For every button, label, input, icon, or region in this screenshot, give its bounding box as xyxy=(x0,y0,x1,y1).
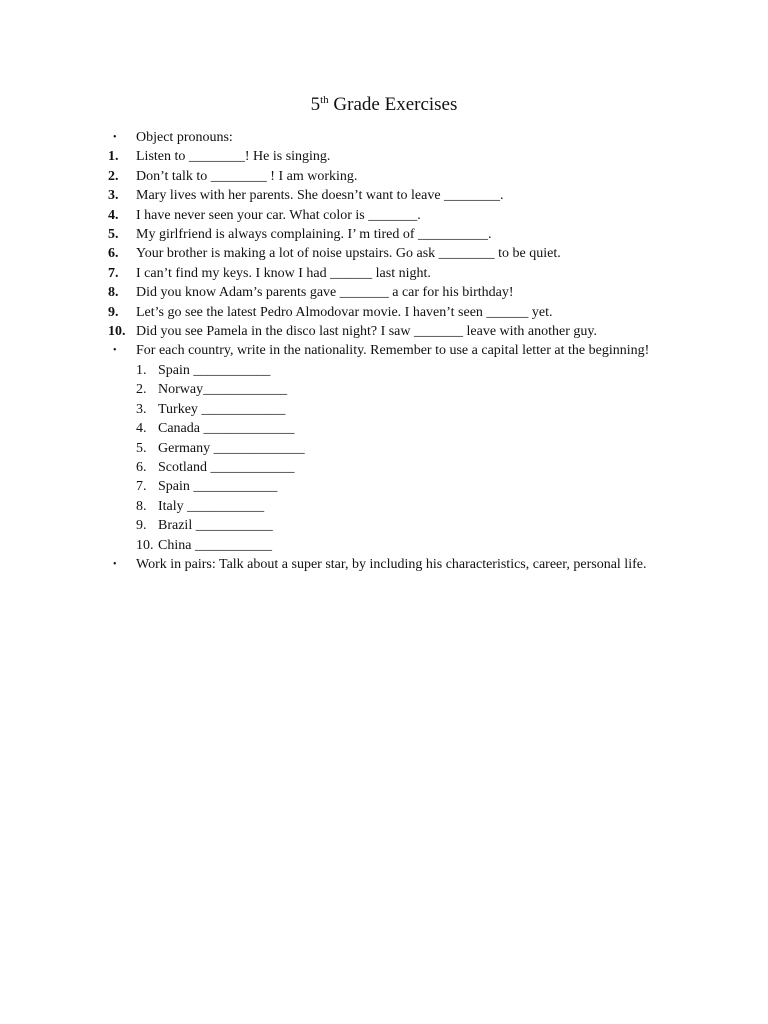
list-item xyxy=(108,283,668,302)
section-heading: Work in pairs: Talk about a super star, by including his characteristics, career, personal life. xyxy=(136,556,647,572)
item-text: Did you see Pamela in the disco last night? I saw _______ leave with another guy. xyxy=(136,324,597,340)
item-text: Let’s go see the latest Pedro Almodovar movie. I haven’t seen ______ yet. xyxy=(136,304,553,320)
item-number: 2. xyxy=(108,168,119,184)
section-nationality-heading xyxy=(108,341,668,360)
item-text: Germany _____________ xyxy=(158,440,305,456)
item-number: 3. xyxy=(108,188,119,204)
list-item xyxy=(136,400,668,419)
section-work-in-pairs xyxy=(108,555,668,574)
bullet-icon: • xyxy=(113,132,117,143)
item-number: 10. xyxy=(136,537,154,553)
item-text: Listen to ________! He is singing. xyxy=(136,149,331,165)
item-number: 8. xyxy=(108,285,119,301)
list-item xyxy=(108,303,668,322)
list-item xyxy=(108,206,668,225)
item-text: Canada _____________ xyxy=(158,421,295,437)
item-text: Your brother is making a lot of noise upstairs. Go ask ________ to be quiet. xyxy=(136,246,561,262)
item-number: 4. xyxy=(108,207,119,223)
bullet-icon: • xyxy=(113,345,117,357)
item-text: Spain ___________ xyxy=(158,362,271,378)
item-text: I have never seen your car. What color is _______. xyxy=(136,207,421,223)
item-number: 3. xyxy=(136,401,147,417)
item-number: 9. xyxy=(108,304,119,320)
title-prefix: 5 xyxy=(310,94,321,115)
item-number: 7. xyxy=(136,479,147,495)
list-item xyxy=(136,458,668,477)
list-item xyxy=(108,244,668,263)
item-number: 6. xyxy=(108,246,119,262)
item-text: Did you know Adam’s parents gave _______ a car for his birthday! xyxy=(136,285,514,301)
item-number: 5. xyxy=(108,227,119,243)
section-heading: Object pronouns: xyxy=(136,130,233,145)
list-item xyxy=(108,147,668,166)
bullet-icon: • xyxy=(113,558,117,570)
item-number: 4. xyxy=(136,421,147,437)
list-item xyxy=(136,516,668,535)
item-text: China ___________ xyxy=(158,537,272,553)
nationality-list xyxy=(108,361,668,555)
list-item xyxy=(136,536,668,555)
item-number: 5. xyxy=(136,440,147,456)
exercise-content xyxy=(108,128,668,574)
item-text: Mary lives with her parents. She doesn’t want to leave ________. xyxy=(136,188,504,204)
list-item xyxy=(108,167,668,186)
item-number: 9. xyxy=(136,518,147,534)
item-text: I can’t find my keys. I know I had ______ last night. xyxy=(136,265,431,281)
title-text: Grade Exercises xyxy=(328,94,458,115)
item-number: 10. xyxy=(108,324,126,340)
item-number: 1. xyxy=(136,362,147,378)
list-item xyxy=(136,477,668,496)
list-item xyxy=(136,497,668,516)
section-heading: For each country, write in the nationality. Remember to use a capital letter at the beginning! xyxy=(136,343,650,359)
item-text: Brazil ___________ xyxy=(158,518,273,534)
item-number: 8. xyxy=(136,498,147,514)
item-text: Italy ___________ xyxy=(158,498,265,514)
page-title xyxy=(0,93,768,117)
list-item xyxy=(136,361,668,380)
item-text: Turkey ____________ xyxy=(158,401,286,417)
item-number: 6. xyxy=(136,459,147,475)
item-text: Don’t talk to ________ ! I am working. xyxy=(136,168,358,184)
title-superscript: th xyxy=(320,94,329,106)
section-object-pronouns-heading xyxy=(108,128,668,147)
list-item xyxy=(136,419,668,438)
item-text: Norway____________ xyxy=(158,382,288,398)
item-number: 1. xyxy=(108,149,119,165)
item-number: 2. xyxy=(136,382,147,398)
item-text: Spain ____________ xyxy=(158,479,278,495)
list-item xyxy=(108,264,668,283)
item-number: 7. xyxy=(108,265,119,281)
list-item xyxy=(108,322,668,341)
list-item xyxy=(108,225,668,244)
list-item xyxy=(136,380,668,399)
list-item xyxy=(136,439,668,458)
list-item xyxy=(108,186,668,205)
item-text: My girlfriend is always complaining. I’ m tired of __________. xyxy=(136,227,492,243)
item-text: Scotland ____________ xyxy=(158,459,295,475)
